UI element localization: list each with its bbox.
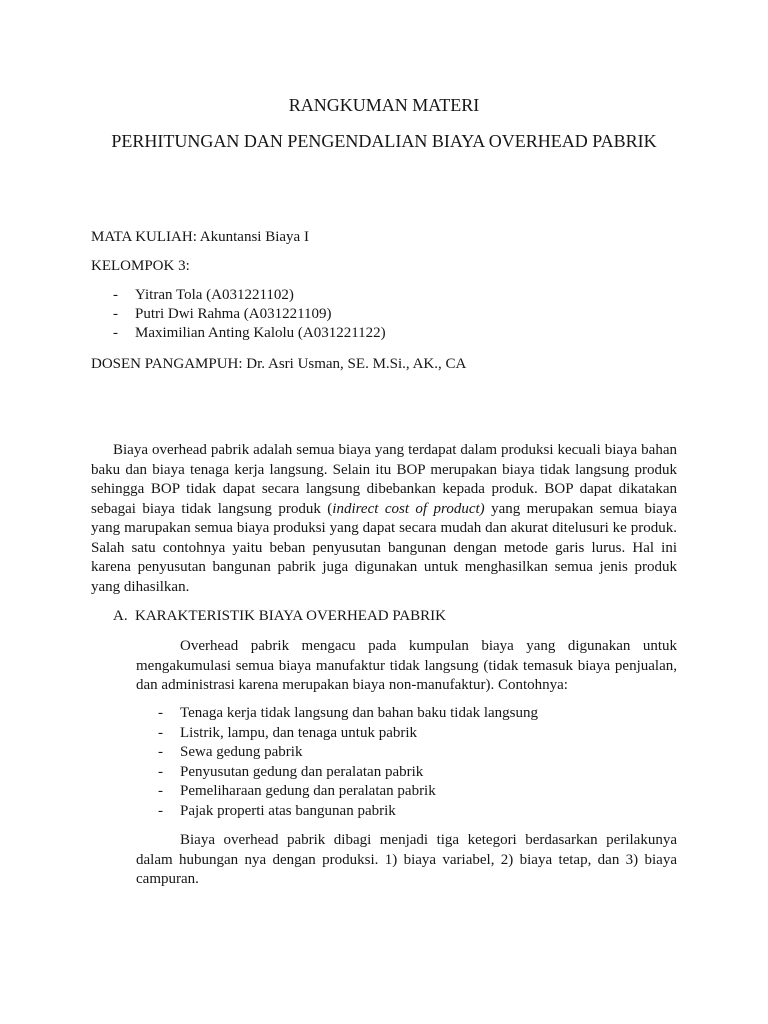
list-item — [158, 704, 538, 724]
list-item-text: Listrik, lampu, dan tenaga untuk pabrik — [180, 724, 418, 741]
lecturer-line: DOSEN PANGAMPUH: Dr. Asri Usman, SE. M.Si., AK., CA — [91, 356, 467, 372]
dash-marker: - — [158, 744, 163, 760]
section-title: KARAKTERISTIK BIAYA OVERHEAD PABRIK — [135, 608, 447, 624]
list-item — [158, 802, 538, 822]
dash-marker: - — [158, 763, 163, 780]
member-name: Yitran Tola (A031221102) — [135, 287, 294, 303]
list-item-text: Pajak properti atas bangunan pabrik — [180, 802, 396, 819]
dash-marker: - — [113, 287, 118, 303]
intro-text-part1: Biaya overhead pabrik adalah semua biaya yang terdapat dalam produksi kecuali biaya bahan baku dan biaya tenaga kerja langsung. Selain itu BOP merupakan biaya tidak langsung produk sehingga BOP tidak dapat secara langsung dibebankan kepada produk. BOP dapat dikatakan sebagai biaya tidak langsung produk ( — [91, 442, 677, 517]
section-heading — [113, 607, 446, 627]
dash-marker: - — [158, 802, 163, 819]
list-item-text: Pemeliharaan gedung dan peralatan pabrik — [180, 783, 436, 799]
list-item — [158, 743, 538, 763]
dash-marker: - — [113, 325, 118, 341]
member-item — [113, 286, 294, 306]
group-line: KELOMPOK 3: — [91, 258, 190, 274]
intro-text-part2: yang merupakan semua biaya yang marupakan semua biaya produksi yang dapat secara mudah dan akurat ditelusuri ke produk. Salah satu contohnya yaitu beban penyusutan bangunan dengan metode garis lurus. Hal ini karena penyusutan bangunan pabrik juga digunakan untuk menghasilkan semua jenis produk yang dihasilkan. — [91, 500, 677, 595]
list-item — [158, 724, 538, 744]
document-title: RANGKUMAN MATERI — [288, 95, 480, 115]
list-item-text: Penyusutan gedung dan peralatan pabrik — [180, 763, 424, 780]
member-name: Putri Dwi Rahma (A031221109) — [135, 306, 332, 322]
dash-marker: - — [113, 306, 118, 322]
list-item — [158, 782, 538, 802]
member-name: Maximilian Anting Kalolu (A031221122) — [135, 325, 386, 341]
list-item-text: Tenaga kerja tidak langsung dan bahan baku tidak langsung — [180, 705, 539, 721]
dash-marker: - — [158, 705, 163, 721]
course-line: MATA KULIAH: Akuntansi Biaya I — [91, 229, 309, 245]
intro-italic-term: indirect cost of product) — [332, 500, 485, 517]
section-paragraph: Biaya overhead pabrik dibagi menjadi tiga ketegori berdasarkan perilakunya dalam hubungan nya dengan produksi. 1) biaya variabel, 2) biaya tetap, dan 3) biaya campuran. — [136, 832, 677, 887]
dash-marker: - — [158, 724, 163, 741]
intro-paragraph — [91, 441, 677, 597]
section-letter: A. — [113, 608, 128, 624]
list-item-text: Sewa gedung pabrik — [180, 744, 303, 760]
document-subtitle: PERHITUNGAN DAN PENGENDALIAN BIAYA OVERHEAD PABRIK — [111, 131, 657, 151]
example-list — [158, 704, 538, 821]
member-item — [113, 305, 332, 325]
dash-marker: - — [158, 783, 163, 799]
section-paragraph: Overhead pabrik mengacu pada kumpulan biaya yang digunakan untuk mengakumulasi semua biaya manufaktur tidak langsung (tidak temasuk biaya penjualan, dan administrasi karena merupakan biaya non-manufaktur). Contohnya: — [136, 638, 677, 693]
list-item — [158, 763, 538, 783]
member-item — [113, 324, 386, 344]
